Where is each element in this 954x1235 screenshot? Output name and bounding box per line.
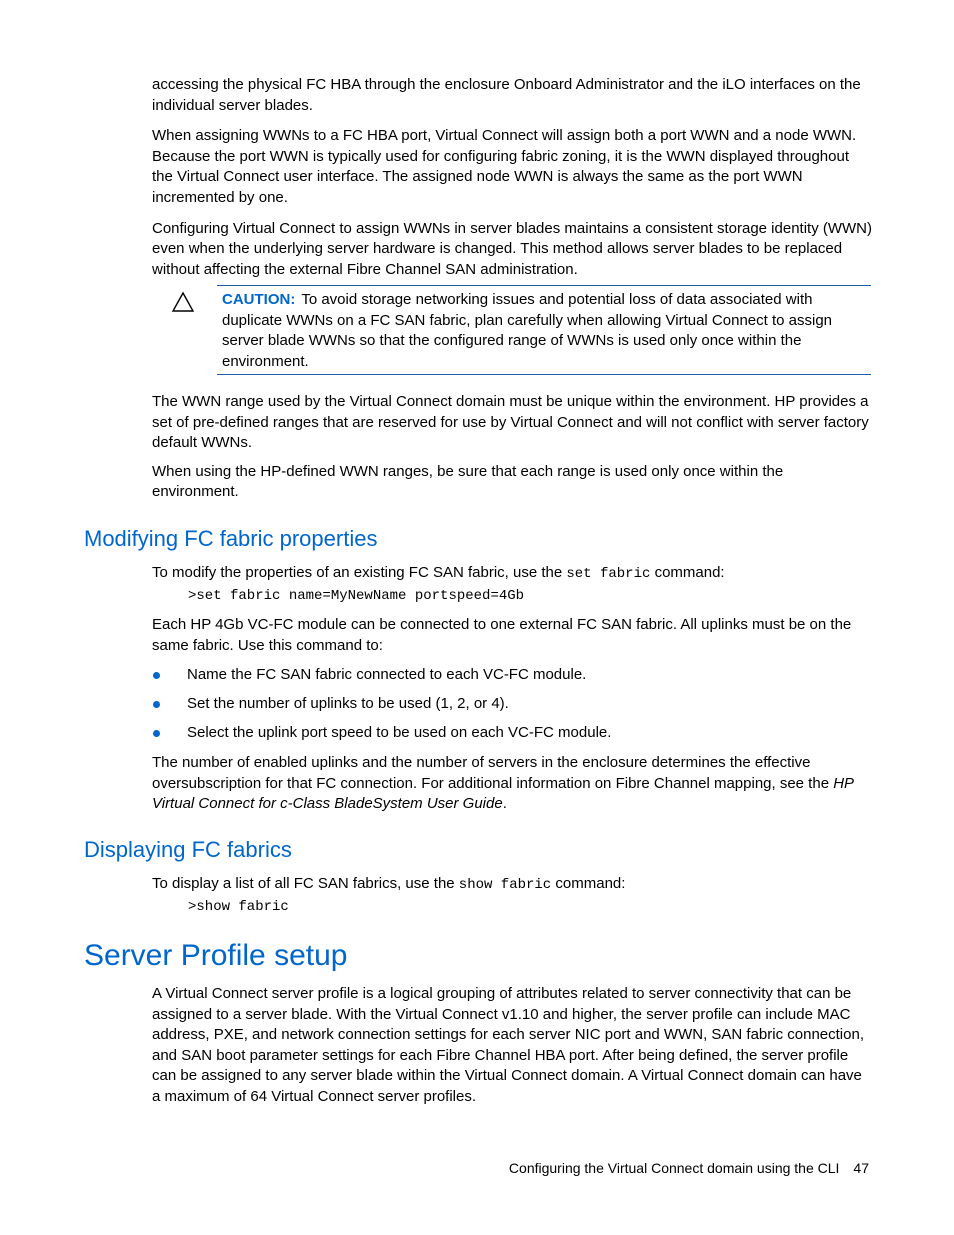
modify-paragraph-3-end: .	[502, 795, 507, 813]
caution-box	[217, 285, 871, 375]
bullet-dot-icon	[153, 672, 160, 679]
modify-paragraph-2: Each HP 4Gb VC-FC module can be connected to one external FC SAN fabric. All uplinks must be on the same fabric. Use this command to:	[152, 616, 852, 654]
list-item	[152, 723, 872, 752]
wwn-range-paragraph-2: When using the HP-defined WWN ranges, be sure that each range is used only once within the environment.	[152, 462, 784, 501]
modify-paragraph-3-text: The number of enabled uplinks and the number of servers in the enclosure determines the effective oversubscription for that FC connection. For additional information on Fibre Channel mapping, see the	[152, 754, 830, 792]
display-command-example: >show fabric	[188, 899, 289, 915]
modify-lead-paragraph	[152, 563, 872, 585]
intro-paragraph-1: accessing the physical FC HBA through the enclosure Onboard Administrator and the iLO interfaces on the individual server blades.	[152, 76, 861, 114]
display-lead-text: To display a list of all FC SAN fabrics, use the	[152, 875, 455, 892]
user-guide-title: HP Virtual Connect for c-Class BladeSystem User Guide	[152, 774, 854, 813]
caution-text: To avoid storage networking issues and potential loss of data associated with duplicate WWNs on a FC SAN fabric, plan carefully when allowing Virtual Connect to assign server blade WWNs so that the configured range of WWNs is used only once within the environment.	[222, 291, 833, 370]
list-item-text: Set the number of uplinks to be used (1, 2, or 4).	[187, 695, 509, 712]
footer-title: Configuring the Virtual Connect domain using the CLI	[508, 1160, 840, 1176]
list-item	[152, 694, 872, 723]
page-footer	[509, 1158, 869, 1178]
list-item	[152, 665, 872, 694]
display-lead-command: show fabric	[458, 877, 552, 893]
list-item-text: Select the uplink port speed to be used on each VC-FC module.	[187, 724, 612, 741]
caution-label: CAUTION:	[222, 291, 296, 308]
intro-paragraph-2: When assigning WWNs to a FC HBA port, Virtual Connect will assign both a port WWN and a node WWN. Because the port WWN is typically used for configuring fabric zoning, it is the WWN displayed throughout the Virtual Connect user interface. The assigned node WWN is always the same as the port WWN incremented by one.	[152, 127, 857, 206]
profile-paragraph: A Virtual Connect server profile is a logical grouping of attributes related to server connectivity that can be assigned to a server blade. With the Virtual Connect v1.10 and higher, the server profile can include MAC address, PXE, and network connection settings for each server NIC port and WWN, SAN fabric connection, and SAN boot parameter settings for each Fibre Channel HBA port. After being defined, the server profile can be assigned to any server blade within the Virtual Connect domain. A Virtual Connect domain can have a maximum of 64 Virtual Connect server profiles.	[152, 985, 864, 1105]
modify-paragraph-3	[152, 753, 872, 815]
modify-lead-command: set fabric	[566, 566, 651, 582]
display-lead-suffix: command:	[555, 875, 626, 892]
warning-triangle-icon	[171, 291, 195, 313]
page-number: 47	[853, 1160, 869, 1176]
wwn-range-paragraph-1: The WWN range used by the Virtual Connect domain must be unique within the environment. HP provides a set of pre-defined ranges that are reserved for use by Virtual Connect and will not conflict with server factory default WWNs.	[152, 393, 869, 452]
modify-bullet-list	[152, 665, 872, 752]
display-lead-paragraph	[152, 874, 872, 896]
list-item-text: Name the FC SAN fabric connected to each VC-FC module.	[187, 666, 587, 683]
section-heading-display-fabrics: Displaying FC fabrics	[84, 837, 292, 862]
section-heading-modify-fabric: Modifying FC fabric properties	[84, 526, 378, 551]
caution-text-block	[222, 290, 867, 372]
page-title-server-profile: Server Profile setup	[84, 939, 348, 972]
intro-paragraph-3: Configuring Virtual Connect to assign WWNs in server blades maintains a consistent storage identity (WWN) even when the underlying server hardware is changed. This method allows server blades to be replaced without affecting the external Fibre Channel SAN administration.	[152, 219, 873, 278]
bullet-dot-icon	[153, 730, 160, 737]
intro-section	[152, 75, 872, 280]
bullet-dot-icon	[153, 701, 160, 708]
modify-lead-text: To modify the properties of an existing FC SAN fabric, use the	[152, 564, 563, 581]
modify-command-example: >set fabric name=MyNewName portspeed=4Gb	[188, 588, 525, 604]
wwn-range-section	[152, 392, 872, 503]
modify-lead-suffix: command:	[654, 564, 725, 581]
